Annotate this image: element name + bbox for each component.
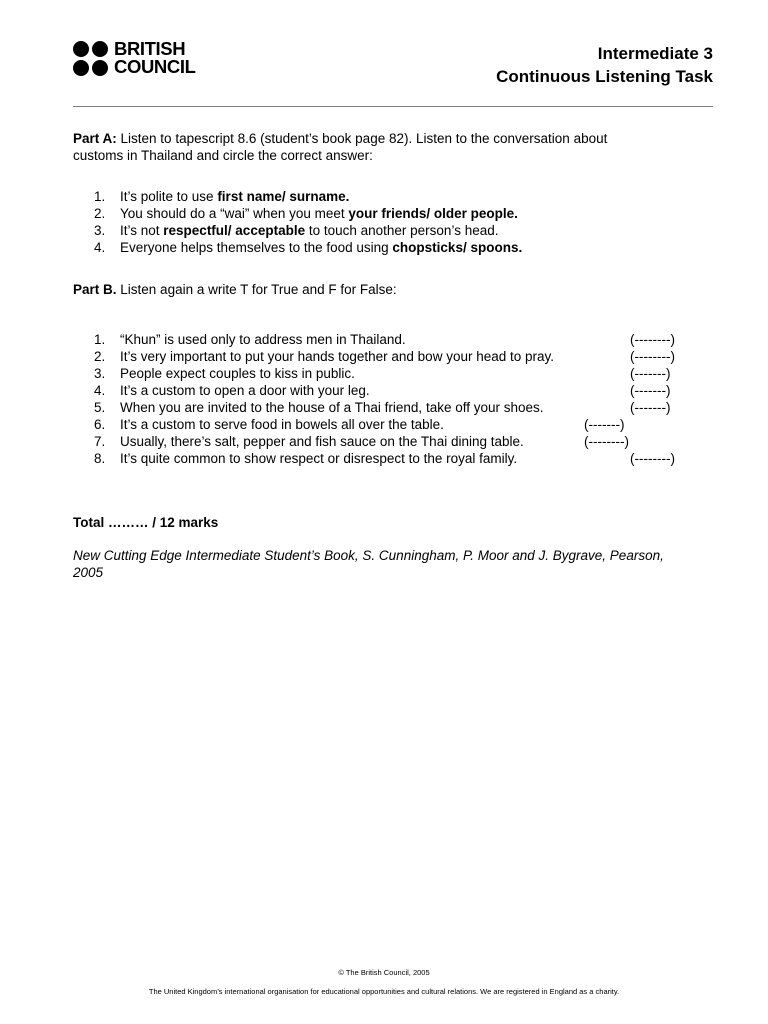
answer-blank: (--------) xyxy=(584,434,629,449)
list-item: 1. It’s polite to use first name/ surname. xyxy=(94,189,350,204)
answer-blank: (-------) xyxy=(630,366,671,381)
list-item: 4. Everyone helps themselves to the food using chopsticks/ spoons. xyxy=(94,240,523,255)
list-item: 5. When you are invited to the house of a Thai friend, take off your shoes. (-------) xyxy=(94,400,671,415)
header-divider xyxy=(73,106,713,107)
source-citation: New Cutting Edge Intermediate Student’s Book, S. Cunningham, P. Moor and J. Bygrave, Pearson, 2005 xyxy=(73,548,664,580)
title-level: Intermediate 3 xyxy=(597,44,713,63)
answer-blank: (--------) xyxy=(630,332,675,347)
title-task: Continuous Listening Task xyxy=(496,67,713,86)
answer-blank: (--------) xyxy=(630,451,675,466)
part-b-text: Listen again a write T for True and F for False: xyxy=(120,282,397,297)
list-item: 2. You should do a “wai” when you meet your friends/ older people. xyxy=(94,206,518,221)
part-a-text-line2: customs in Thailand and circle the correct answer: xyxy=(73,148,373,163)
answer-blank: (-------) xyxy=(630,400,671,415)
answer-blank: (-------) xyxy=(630,383,671,398)
part-b-instruction xyxy=(73,281,703,298)
answer-options: respectful/ acceptable xyxy=(163,223,306,238)
list-item: 2. It’s very important to put your hands together and bow your head to pray. (--------) xyxy=(94,349,675,364)
footer-copyright: © The British Council, 2005 xyxy=(338,968,430,977)
part-b-list xyxy=(94,331,694,467)
list-item: 3. It’s not respectful/ acceptable to touch another person’s head. xyxy=(94,223,499,238)
list-item: 4. It’s a custom to open a door with your leg. (-------) xyxy=(94,383,671,398)
answer-options: first name/ surname. xyxy=(217,189,350,204)
part-a-list xyxy=(94,188,694,256)
answer-blank: (--------) xyxy=(630,349,675,364)
part-a-instruction xyxy=(73,130,703,164)
part-b-label: Part B. xyxy=(73,282,117,297)
british-council-logo xyxy=(73,40,195,76)
answer-options: chopsticks/ spoons. xyxy=(392,240,523,255)
answer-blank: (-------) xyxy=(584,417,625,432)
part-a-label: Part A: xyxy=(73,131,117,146)
list-item: 6. It’s a custom to serve food in bowels all over the table. (-------) xyxy=(94,417,625,432)
list-item: 8. It’s quite common to show respect or disrespect to the royal family. (--------) xyxy=(94,451,675,466)
list-item: 1. “Khun” is used only to address men in Thailand. (--------) xyxy=(94,332,675,347)
page-title xyxy=(496,42,713,88)
total-marks: Total ……… / 12 marks xyxy=(73,515,219,530)
part-a-text-line1: Listen to tapescript 8.6 (student’s book page 82). Listen to the conversation about xyxy=(120,131,608,146)
logo-wordmark: BRITISH COUNCIL xyxy=(114,38,196,77)
footer-charity-note: The United Kingdom’s international organisation for educational opportunities and cultural relations. We are registered in England as a charity. xyxy=(148,987,620,996)
logo-dots-icon xyxy=(73,41,108,76)
answer-options: your friends/ older people. xyxy=(348,206,518,221)
list-item: 7. Usually, there’s salt, pepper and fish sauce on the Thai dining table. (--------) xyxy=(94,434,629,449)
list-item: 3. People expect couples to kiss in public. (-------) xyxy=(94,366,671,381)
